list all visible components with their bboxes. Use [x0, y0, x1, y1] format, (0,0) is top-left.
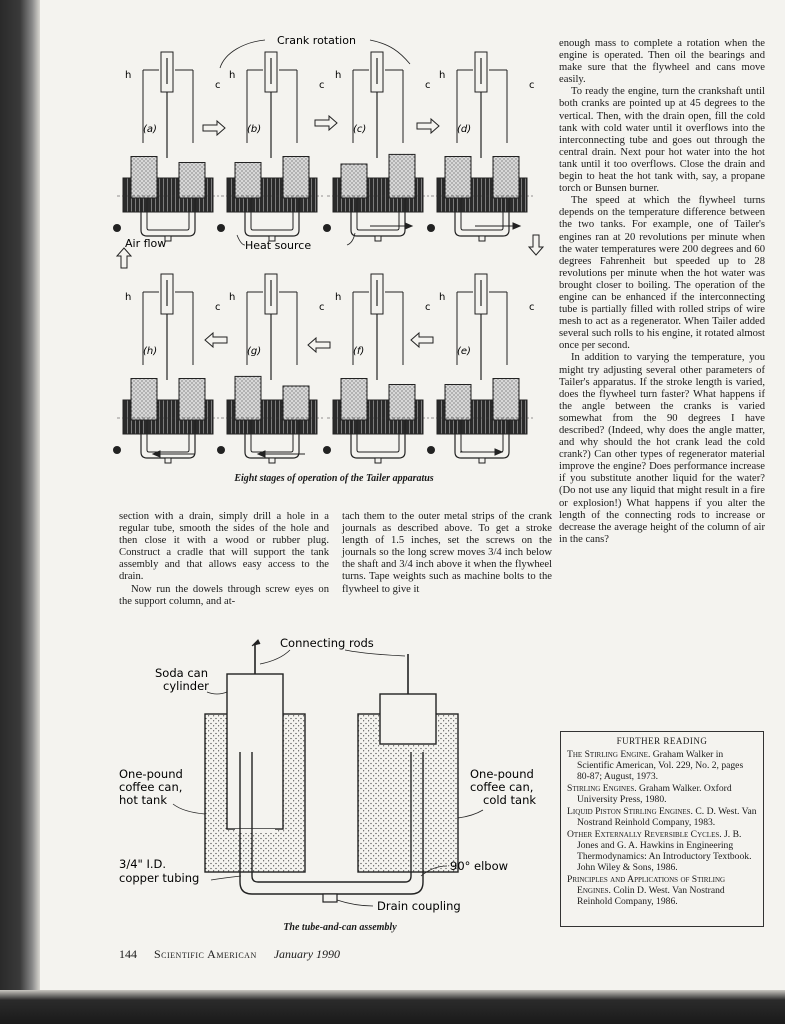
further-reading-entry: [567, 874, 757, 907]
further-reading-list: [567, 749, 757, 907]
further-reading-box: [560, 731, 764, 927]
crank-label-h: h: [335, 292, 342, 303]
stage-label: (b): [247, 124, 262, 135]
stage-label: (c): [353, 124, 367, 135]
entry-details: Graham Walker in Scientific American, Vol. 229, No. 2, pages 80-87; August, 1973.: [577, 749, 744, 782]
page-bottom-shadow: [0, 990, 785, 1024]
stages-caption: Eight stages of operation of the Tailer apparatus: [234, 473, 434, 484]
stage-unit: [323, 274, 431, 463]
hot-tank-label-line3: hot tank: [119, 793, 167, 807]
cold-tank-label-line2: coffee can,: [470, 780, 534, 794]
crank-label-h: h: [439, 70, 446, 81]
page-binding-shadow: [0, 0, 40, 1024]
elbow-label: 90° elbow: [450, 859, 509, 873]
assembly-figure: [115, 632, 555, 922]
right-paragraph-3: The speed at which the flywheel turns depends on the temperature difference between the two tanks. For example, one of Tailer's engines ran at 20 revolutions per minute when the water temperatures were 200 degrees and 60 degrees Fahrenheit but speeded up to 28 revolutions per minute when the hot water was brought closer to boiling. The operation of the engine can be enhanced if the interconnecting tube is partially filled with rolled strips of wire mesh to act as a regenerator. When Tailer added several such rolls to his engine, it rotated almost once per second.: [559, 195, 765, 352]
hot-tank-label-line1: One-pound: [119, 767, 183, 781]
stage-label: (d): [457, 124, 472, 135]
soda-can-label-line1: Soda can: [155, 666, 208, 680]
stage-unit: [217, 274, 325, 463]
stage-unit: [113, 52, 221, 241]
crank-label-c: c: [425, 302, 431, 313]
mid-left-paragraph-2: Now run the dowels through screw eyes on the support column, and at-: [119, 583, 329, 607]
right-paragraph-2: To ready the engine, turn the crankshaft until both cranks are pointed up at 45 degrees to the vertical. Then, with the drain open, fill the cold tank with cold water until it overflows into the interconnecting tube and goes out through the central drain. Next pour hot water into the hot tank until it too overflows. Close the drain and begin to heat the hot tank with, say, a propane torch or Bunsen burner.: [559, 86, 765, 195]
stage-unit: [217, 52, 325, 241]
entry-title: Principles and Applications of Stirling Engines.: [567, 874, 726, 896]
tubing-label-line2: copper tubing: [119, 871, 200, 885]
stage-unit: [113, 274, 221, 463]
stage-label: (e): [457, 346, 471, 357]
crank-label-c: c: [319, 80, 325, 91]
crank-rotation-arrow-left: [220, 40, 265, 68]
stage-label: (g): [247, 346, 262, 357]
page-footer: [119, 947, 354, 962]
hot-tank-label-line2: coffee can,: [119, 780, 183, 794]
drain-label: Drain coupling: [377, 899, 461, 913]
page-number: 144: [119, 947, 137, 961]
heat-source-label: Heat source: [245, 239, 312, 252]
assembly-caption: The tube-and-can assembly: [283, 922, 397, 933]
entry-details: C. D. West. Van Nostrand Reinhold Company, 1983.: [577, 806, 757, 828]
stage-unit: [323, 52, 431, 241]
middle-right-column-text: [342, 511, 552, 596]
entry-title: Other Externally Reversible Cycles.: [567, 829, 722, 840]
stage-label: (h): [143, 346, 158, 357]
stages-figure: [115, 30, 545, 460]
crank-label-h: h: [125, 70, 132, 81]
crank-label-c: c: [319, 302, 325, 313]
soda-can-label-line2: cylinder: [163, 679, 209, 693]
crank-label-h: h: [229, 70, 236, 81]
air-flow-label: Air flow: [125, 237, 167, 250]
cold-tank-label-line3: cold tank: [483, 793, 537, 807]
stage-unit: [427, 274, 535, 463]
cold-soda-can: [380, 694, 436, 744]
mid-right-paragraph-1: tach them to the outer metal strips of the crank journals as described above. To get a stroke length of 1.5 inches, set the screws on the journals so the long screw moves 3/4 inch below the shaft and 3/4 inch above it when the flywheel turns. Tape weights such as machine bolts to the flywheel to give it: [342, 511, 552, 595]
right-paragraph-4: In addition to varying the temperature, you might try adjusting several other parameters of Tailer's apparatus. If the stroke length is varied, does the flywheel turn faster? What happens if the angle between the cranks is varied somewhat from the 90 degrees I have described? (Indeed, why does the angle matter, and why should the hot crank lead the cold crank?) Can other types of regenerator material improve the engine? Does performance increase if you substitute another liquid for the water? (Do not use any liquid that might result in a fire or explosion!) What happens if you alter the length of the connecting rods to increase or decrease the average height of the column of air in the cans?: [559, 352, 765, 545]
magazine-name: Scientific American: [154, 947, 257, 961]
right-paragraph-1: enough mass to complete a rotation when the engine is operated. Then oil the bearings and make sure that the flywheel and cans move easily.: [559, 38, 765, 86]
top-row-arrows: [203, 116, 439, 135]
mid-left-paragraph-1: section with a drain, simply drill a hole in a regular tube, smooth the sides of the hole and then close it with a wood or rubber plug. Construct a cradle that will support the tank assembly and that allows easy access to the drain.: [119, 511, 329, 583]
crank-rotation-label: Crank rotation: [277, 34, 356, 47]
further-reading-entry: [567, 783, 757, 805]
crank-label-c: c: [215, 80, 221, 91]
crank-label-h: h: [439, 292, 446, 303]
crank-label-c: c: [529, 80, 535, 91]
stage-label: (f): [353, 346, 365, 357]
stage-label: (a): [143, 124, 157, 135]
entry-details: J. B. Jones and G. A. Hawkins in Engineering Thermodynamics: An Introductory Textbook. John Wiley & Sons, 1986.: [577, 829, 752, 873]
crank-label-c: c: [425, 80, 431, 91]
crank-label-c: c: [529, 302, 535, 313]
entry-details: Graham Walker. Oxford University Press, 1980.: [577, 783, 732, 805]
bottom-row-arrows: [205, 333, 433, 352]
middle-left-column-text: [119, 511, 329, 608]
further-reading-entry: [567, 806, 757, 828]
tubing-label-line1: 3/4" I.D.: [119, 857, 167, 871]
further-reading-heading: FURTHER READING: [616, 736, 708, 746]
crank-label-c: c: [215, 302, 221, 313]
further-reading-entry: [567, 829, 757, 873]
soda-can-cylinder: [227, 674, 283, 829]
crank-label-h: h: [229, 292, 236, 303]
connecting-rods-label: Connecting rods: [280, 636, 374, 650]
further-reading-entry: [567, 749, 757, 782]
entry-details: Colin D. West. Van Nostrand Reinhold Company, 1986.: [577, 885, 725, 907]
stage-unit: [427, 52, 535, 241]
crank-label-h: h: [335, 70, 342, 81]
entry-title: Stirling Engines.: [567, 783, 637, 794]
issue-date: January 1990: [273, 947, 341, 961]
stage-units: [113, 52, 535, 463]
right-column-text: [559, 38, 765, 546]
entry-title: Liquid Piston Stirling Engines.: [567, 806, 693, 817]
entry-title: The Stirling Engine.: [567, 749, 651, 760]
cold-tank-label-line1: One-pound: [470, 767, 534, 781]
crank-label-h: h: [125, 292, 132, 303]
drain-coupling: [323, 894, 337, 902]
